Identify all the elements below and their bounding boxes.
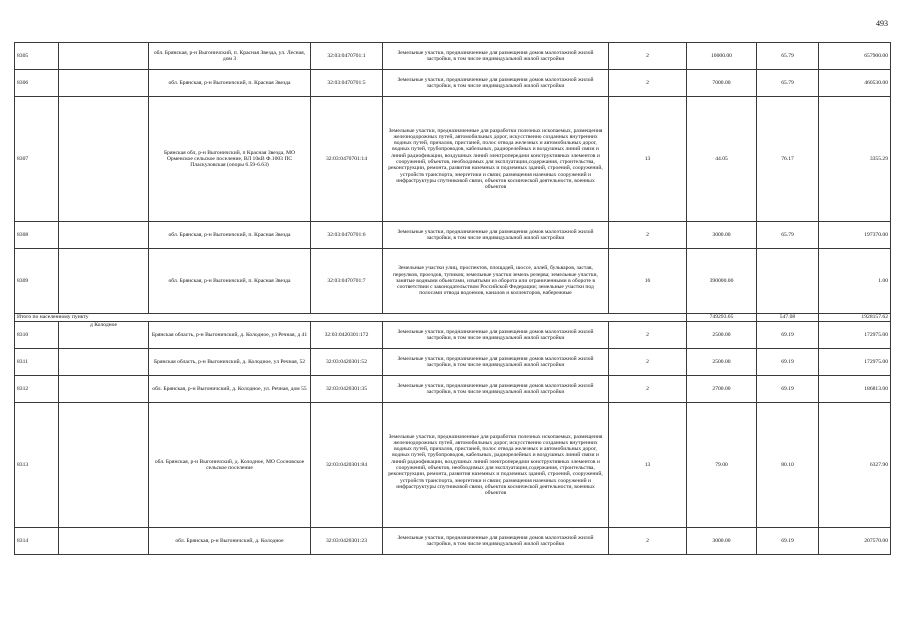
land-use-cell: Земельные участки, предназначенные для размещения домов малоэтажной жилой застройки, в том числе индивидуальной жилой застройки [383,70,609,97]
total-rate-cell: 547.08 [757,314,819,322]
rate-cell: 65.79 [757,222,819,249]
rate-cell: 69.19 [757,528,819,555]
land-use-cell: Земельные участки, предназначенные для разработки полезных ископаемых, размещения железнодорожных путей, автомобильных дорог, искусственно созданных внутренних водных путей, причалов, пристаней, полос отвода железных и автомобильных дорог, водных путей, трубопроводов, кабельных, радиорелейных и воздушных линий связи и линий радиофикации, воздушных линий электропередачи конструктивных элементов и сооружений, объектов, необходимых для эксплуатации,содержания, строительства, реконструкции, ремонта, развития наземных и подземных зданий, строений, сооружений, устройств транспорта, энергетики и связи; размещения наземных сооружений и инфраструктуры спутниковой связи, объектов космической деятельности, военных объектов [383,97,609,222]
area-cell: 44.05 [687,97,757,222]
row-number-cell: 8311 [15,349,59,376]
land-use-cell: Земельные участки, предназначенные для размещения домов малоэтажной жилой застройки, в том числе индивидуальной жилой застройки [383,528,609,555]
cadastral-number-cell: 32:03:0470701:7 [311,249,383,314]
cadastral-number-cell: 32:03:0420301:84 [311,403,383,528]
area-cell: 79.00 [687,403,757,528]
area-cell: 390000.00 [687,249,757,314]
group-code-cell: 2 [609,528,687,555]
cadastral-value-cell: 657900.00 [819,43,891,70]
row-number-cell: 8307 [15,97,59,222]
group-code-cell: 13 [609,97,687,222]
cadastral-number-cell: 32:03:0470701:6 [311,222,383,249]
rate-cell: 76.17 [757,97,819,222]
row-number-cell: 8305 [15,43,59,70]
land-use-cell: Земельные участки, предназначенные для разработки полезных ископаемых, размещения железнодорожных путей, автомобильных дорог, искусственно созданных внутренних водных путей, причалов, пристаней, полос отвода железных и автомобильных дорог, водных путей, трубопроводов, кабельных, радиорелейных и воздушных линий связи и линий радиофикации, воздушных линий электропередачи конструктивных элементов и сооружений, объектов, необходимых для эксплуатации,содержания, строительства, реконструкции, ремонта, развития наземных и подземных зданий, строений, сооружений, устройств транспорта, энергетики и связи; размещения наземных сооружений и инфраструктуры спутниковой связи, объектов космической деятельности, военных объектов [383,403,609,528]
land-registry-table [14,42,891,555]
row-number-cell: 8309 [15,249,59,314]
total-area-cell: 749293.05 [687,314,757,322]
group-code-cell: 2 [609,322,687,349]
group-code-cell: 2 [609,222,687,249]
cadastral-number-cell: 32:03:0420301:172 [311,322,383,349]
group-code-cell: 2 [609,376,687,403]
table-row [15,70,891,97]
address-cell: Брянская область, р-н Выгоничский, д. Колодное, ул Речная, 52 [149,349,311,376]
table-row [15,43,891,70]
address-cell: обл. Брянская, р-н Выгоничский, д. Колодное, МО Сосновское сельское поселение [149,403,311,528]
area-cell: 3000.00 [687,222,757,249]
settlement-cell [59,97,149,222]
rate-cell: 69.19 [757,322,819,349]
address-cell: обл. Брянская, р-н Выгоничский, д. Колодное, ул. Речная, дом 55 [149,376,311,403]
table-body [15,43,891,555]
address-cell: обл. Брянская, р-н Выгоничский, п. Красная Звезда, ул. Лесная, дом 3 [149,43,311,70]
table-row [15,222,891,249]
total-value-cell: 1928157.62 [819,314,891,322]
cadastral-value-cell: 172975.00 [819,322,891,349]
cadastral-value-cell: 3355.29 [819,97,891,222]
address-cell: Брянская обл, р-н Выгоничский, п Красная Звезда, МО Орменское сельское поселение, ВЛ 10кВ Ф.1003 ПС Пласкуловская (опоры 6.59-6.63) [149,97,311,222]
settlement-cell [59,349,149,376]
land-use-cell: Земельные участки, предназначенные для размещения домов малоэтажной жилой застройки, в том числе индивидуальной жилой застройки [383,322,609,349]
address-cell: обл. Брянская, р-н Выгоничский, д. Колодное [149,528,311,555]
row-number-cell: 8314 [15,528,59,555]
area-cell: 3000.00 [687,528,757,555]
area-cell: 2500.00 [687,322,757,349]
rate-cell [757,249,819,314]
cadastral-value-cell: 6327.90 [819,403,891,528]
page-number: 493 [876,19,888,28]
settlement-cell [59,70,149,97]
group-code-cell: 13 [609,403,687,528]
cadastral-number-cell: 32:03:0420301:35 [311,376,383,403]
land-use-cell: Земельные участки, предназначенные для размещения домов малоэтажной жилой застройки, в том числе индивидуальной жилой застройки [383,43,609,70]
table-row [15,97,891,222]
area-cell: 2700.00 [687,376,757,403]
land-use-cell: Земельные участки, предназначенные для размещения домов малоэтажной жилой застройки, в том числе индивидуальной жилой застройки [383,376,609,403]
settlement-cell [59,222,149,249]
cadastral-value-cell: 197370.00 [819,222,891,249]
table-row [15,376,891,403]
rate-cell: 65.79 [757,43,819,70]
address-cell: обл. Брянская, р-н Выгоничский, п. Красная Звезда [149,70,311,97]
settlement-cell [59,43,149,70]
area-cell: 2500.00 [687,349,757,376]
address-cell: Брянская область, р-н Выгоничский, д. Колодное, ул Речная, д 41 [149,322,311,349]
cadastral-number-cell: 32:03:0470701:14 [311,97,383,222]
row-number-cell: 8313 [15,403,59,528]
settlement-cell [59,249,149,314]
cadastral-number-cell: 32:03:0420301:52 [311,349,383,376]
row-number-cell: 8308 [15,222,59,249]
table-row [15,528,891,555]
table-row [15,322,891,349]
group-code-cell: 16 [609,249,687,314]
cadastral-value-cell: 1.00 [819,249,891,314]
cadastral-value-cell: 172975.00 [819,349,891,376]
land-use-cell: Земельные участки, предназначенные для размещения домов малоэтажной жилой застройки, в том числе индивидуальной жилой застройки [383,222,609,249]
settlement-cell [59,376,149,403]
cadastral-number-cell: 32:03:0420301:23 [311,528,383,555]
address-cell: обл. Брянская, р-н Выгоничский, п. Красная Звезда [149,249,311,314]
cadastral-value-cell: 186813.00 [819,376,891,403]
row-number-cell: 8312 [15,376,59,403]
total-label: Итого по населенному пункту [15,314,687,322]
cadastral-number-cell: 32:03:0470701:1 [311,43,383,70]
cadastral-value-cell: 460530.00 [819,70,891,97]
row-number-cell: 8306 [15,70,59,97]
group-code-cell: 2 [609,43,687,70]
settlement-cell: д Колодное [59,322,149,349]
table-row [15,349,891,376]
rate-cell: 69.19 [757,376,819,403]
rate-cell: 80.10 [757,403,819,528]
area-cell: 10000.00 [687,43,757,70]
settlement-cell [59,403,149,528]
table-row [15,403,891,528]
settlement-cell [59,528,149,555]
rate-cell: 65.79 [757,70,819,97]
row-number-cell: 8310 [15,322,59,349]
group-code-cell: 2 [609,349,687,376]
land-use-cell: Земельные участки, предназначенные для размещения домов малоэтажной жилой застройки, в том числе индивидуальной жилой застройки [383,349,609,376]
cadastral-number-cell: 32:03:0470701:5 [311,70,383,97]
group-code-cell: 2 [609,70,687,97]
cadastral-value-cell: 207570.00 [819,528,891,555]
address-cell: обл. Брянская, р-н Выгоничский, п. Красная Звезда [149,222,311,249]
land-use-cell: Земельные участки улиц, проспектов, площадей, шоссе, аллей, бульваров, застав, переулков, проездов, тупиков; земельные участки земель резерва; земельные участки, занятые водными объектами, изъятыми из оборота или ограниченными в обороте в соответствии с законодательством Российской Федерации; земельные участки под полосами отвода водоемов, каналов и коллекторов, набережные [383,249,609,314]
rate-cell: 69.19 [757,349,819,376]
table-row [15,249,891,314]
area-cell: 7000.00 [687,70,757,97]
settlement-total-row [15,314,891,322]
